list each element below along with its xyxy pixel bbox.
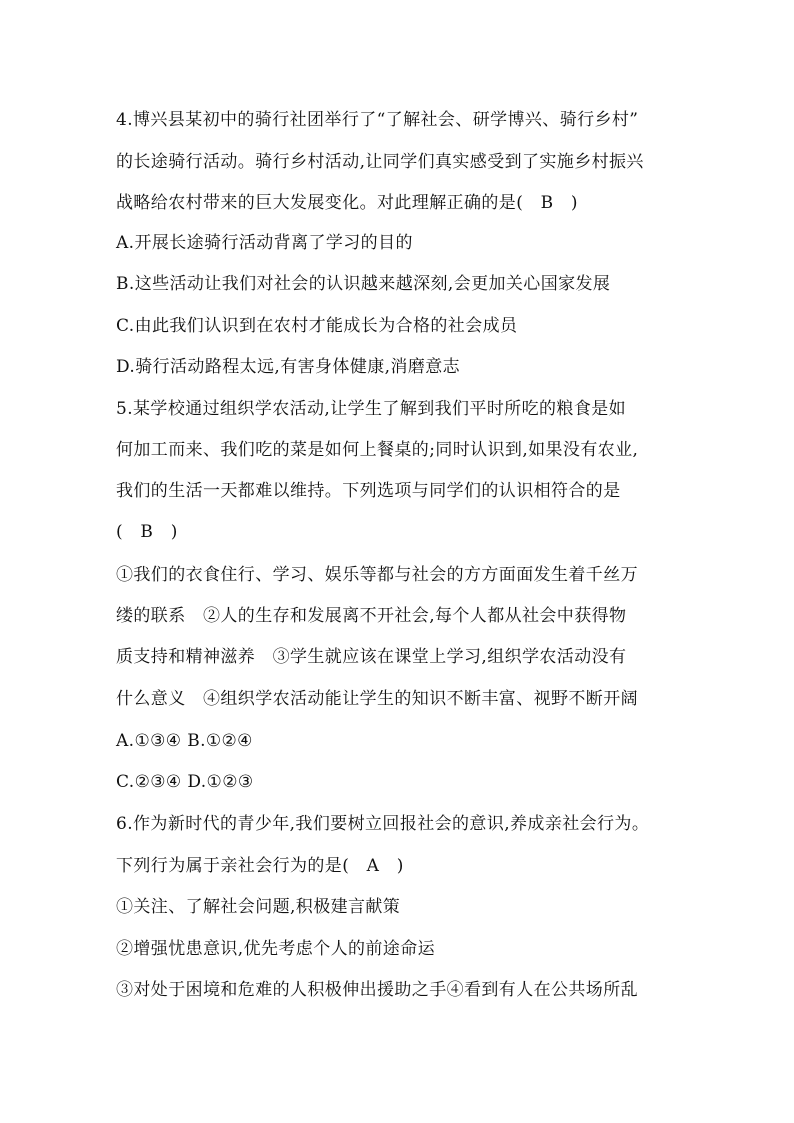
question-5-line-1: 5.某学校通过组织学农活动,让学生了解到我们平时所吃的粮食是如 (116, 399, 627, 419)
question-5-line-2: 何加工而来、我们吃的菜是如何上餐桌的;同时认识到,如果没有农业, (116, 440, 639, 460)
question-4-line-2: 的长途骑行活动。骑行乡村活动,让同学们真实感受到了实施乡村振兴 (116, 152, 644, 172)
question-6-statement-1: ①关注、了解社会问题,积极建言献策 (116, 897, 401, 917)
question-4-option-c: C.由此我们认识到在农村才能成长为合格的社会成员 (116, 316, 518, 336)
question-5-statement-line-4: 什么意义 ④组织学农活动能让学生的知识不断丰富、视野不断开阔 (116, 689, 638, 709)
question-4-option-d: D.骑行活动路程太远,有害身体健康,消磨意志 (116, 357, 461, 377)
question-4-line-1: 4.博兴县某初中的骑行社团举行了“了解社会、研学博兴、骑行乡村” (116, 110, 639, 130)
question-6-statement-2: ②增强忧患意识,优先考虑个人的前途命运 (116, 939, 436, 959)
question-4-option-b: B.这些活动让我们对社会的认识越来越深刻,会更加关心国家发展 (116, 274, 611, 294)
question-6-line-2: 下列行为属于亲社会行为的是( A ) (116, 856, 404, 876)
question-6-line-1: 6.作为新时代的青少年,我们要树立回报社会的意识,养成亲社会行为。 (116, 814, 650, 834)
question-4-line-3: 战略给农村带来的巨大发展变化。对此理解正确的是( B ) (116, 193, 578, 213)
question-5-statement-line-3: 质支持和精神滋养 ③学生就应该在课堂上学习,组织学农活动没有 (116, 647, 627, 667)
question-5-options-cd: C.②③④ D.①②③ (116, 772, 254, 792)
question-4-option-a: A.开展长途骑行活动背离了学习的目的 (116, 233, 413, 253)
question-5-options-ab: A.①③④ B.①②④ (116, 731, 253, 751)
question-5-answer: ( B ) (116, 522, 178, 542)
question-5-line-3: 我们的生活一天都难以维持。下列选项与同学们的认识相符合的是 (116, 481, 621, 501)
question-6-statement-3-4: ③对处于困境和危难的人积极伸出援助之手④看到有人在公共场所乱 (116, 980, 638, 1000)
question-5-statement-line-1: ①我们的衣食住行、学习、娱乐等都与社会的方方面面发生着千丝万 (116, 565, 638, 585)
question-5-statement-line-2: 缕的联系 ②人的生存和发展离不开社会,每个人都从社会中获得物 (116, 606, 627, 626)
